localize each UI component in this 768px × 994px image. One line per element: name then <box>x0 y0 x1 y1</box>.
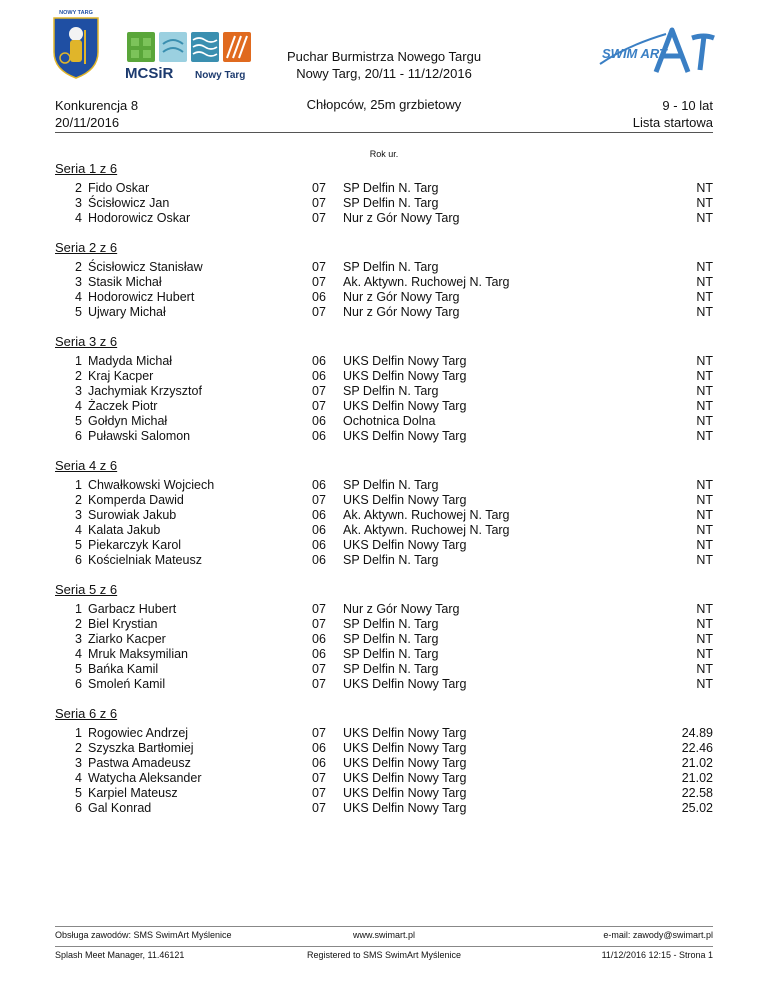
lane-number: 6 <box>75 801 82 815</box>
lane-number: 2 <box>75 369 82 383</box>
entry-time: 24.89 <box>681 726 713 740</box>
footer-operator: Obsługa zawodów: SMS SwimArt Myślenice <box>55 930 232 940</box>
event-age-block <box>633 97 713 131</box>
club-name: SP Delfin N. Targ <box>343 553 439 567</box>
entry-time: NT <box>696 305 713 319</box>
club-name: UKS Delfin Nowy Targ <box>343 369 467 383</box>
heat-title: Seria 3 z 6 <box>55 334 118 349</box>
entry-time: NT <box>696 181 713 195</box>
heats-list <box>55 161 713 830</box>
lane-number: 5 <box>75 786 82 800</box>
heat-block <box>55 240 713 320</box>
start-list-row <box>55 508 713 523</box>
entry-time: NT <box>696 662 713 676</box>
lane-number: 3 <box>75 756 82 770</box>
lane-number: 5 <box>75 538 82 552</box>
birth-year: 07 <box>312 726 326 740</box>
club-name: SP Delfin N. Targ <box>343 260 439 274</box>
swimmer-name: Fido Oskar <box>88 181 150 195</box>
club-name: UKS Delfin Nowy Targ <box>343 726 467 740</box>
lane-number: 4 <box>75 523 82 537</box>
birth-year: 06 <box>312 478 326 492</box>
club-name: Ak. Aktywn. Ruchowej N. Targ <box>343 275 510 289</box>
start-list-row <box>55 260 713 275</box>
lane-number: 1 <box>75 602 82 616</box>
club-name: Ak. Aktywn. Ruchowej N. Targ <box>343 508 510 522</box>
club-name: Nur z Gór Nowy Targ <box>343 305 460 319</box>
club-name: UKS Delfin Nowy Targ <box>343 429 467 443</box>
lane-number: 6 <box>75 553 82 567</box>
birth-year: 07 <box>312 305 326 319</box>
birth-year: 06 <box>312 508 326 522</box>
swimmer-name: Karpiel Mateusz <box>88 786 178 800</box>
lane-number: 3 <box>75 384 82 398</box>
club-name: Nur z Gór Nowy Targ <box>343 211 460 225</box>
lane-number: 4 <box>75 647 82 661</box>
lane-number: 3 <box>75 275 82 289</box>
birth-year: 06 <box>312 632 326 646</box>
lane-number: 2 <box>75 181 82 195</box>
start-list-row <box>55 354 713 369</box>
birth-year: 07 <box>312 260 326 274</box>
birth-year: 06 <box>312 756 326 770</box>
mcsir-name: MCSiR <box>125 65 174 82</box>
header-divider <box>55 132 713 133</box>
start-list-row <box>55 786 713 801</box>
lane-number: 1 <box>75 354 82 368</box>
entry-time: NT <box>696 414 713 428</box>
swimmer-name: Szyszka Bartłomiej <box>88 741 194 755</box>
entry-time: NT <box>696 602 713 616</box>
heat-title: Seria 5 z 6 <box>55 582 118 597</box>
start-list-row <box>55 538 713 553</box>
swimmer-name: Żaczek Piotr <box>88 399 158 413</box>
start-list-row <box>55 553 713 568</box>
lane-number: 5 <box>75 305 82 319</box>
entry-time: NT <box>696 478 713 492</box>
column-header-birth-year: Rok ur. <box>369 149 399 159</box>
swimmer-name: Biel Krystian <box>88 617 158 631</box>
club-name: UKS Delfin Nowy Targ <box>343 801 467 815</box>
event-number: Konkurencja 8 <box>55 98 139 113</box>
club-name: UKS Delfin Nowy Targ <box>343 493 467 507</box>
lane-number: 4 <box>75 211 82 225</box>
start-list-row <box>55 741 713 756</box>
start-list-row <box>55 399 713 414</box>
club-name: SP Delfin N. Targ <box>343 478 439 492</box>
club-name: Nur z Gór Nowy Targ <box>343 290 460 304</box>
swimmer-name: Kalata Jakub <box>88 523 161 537</box>
swimmer-name: Mruk Maksymilian <box>88 647 189 661</box>
start-list-row <box>55 602 713 617</box>
entry-time: NT <box>696 275 713 289</box>
start-list-row <box>55 414 713 429</box>
heat-block <box>55 161 713 226</box>
mcsir-subtitle: Nowy Targ <box>195 70 246 81</box>
lane-number: 2 <box>75 493 82 507</box>
start-list-row <box>55 429 713 444</box>
start-list-row <box>55 647 713 662</box>
entry-time: NT <box>696 429 713 443</box>
club-name: Ochotnica Dolna <box>343 414 436 428</box>
entry-time: 22.58 <box>681 786 713 800</box>
birth-year: 06 <box>312 553 326 567</box>
birth-year: 07 <box>312 617 326 631</box>
club-name: Nur z Gór Nowy Targ <box>343 602 460 616</box>
event-age-group: 9 - 10 lat <box>662 98 713 113</box>
start-list-row <box>55 275 713 290</box>
start-list-row <box>55 756 713 771</box>
club-name: Ak. Aktywn. Ruchowej N. Targ <box>343 523 510 537</box>
heat-title: Seria 4 z 6 <box>55 458 118 473</box>
start-list-row <box>55 493 713 508</box>
birth-year: 06 <box>312 523 326 537</box>
crest-caption: NOWY TARG <box>59 10 93 16</box>
birth-year: 07 <box>312 181 326 195</box>
entry-time: NT <box>696 538 713 552</box>
heat-block <box>55 334 713 444</box>
start-list-row <box>55 478 713 493</box>
swimmer-name: Kraj Kacper <box>88 369 154 383</box>
birth-year: 06 <box>312 369 326 383</box>
swimmer-name: Piekarczyk Karol <box>88 538 182 552</box>
meet-place-dates: Nowy Targ, 20/11 - 11/12/2016 <box>296 66 472 81</box>
lane-number: 5 <box>75 414 82 428</box>
heat-block <box>55 458 713 568</box>
birth-year: 07 <box>312 771 326 785</box>
heat-title: Seria 1 z 6 <box>55 161 118 176</box>
footer-software: Splash Meet Manager, 11.46121 <box>55 950 185 960</box>
swimmer-name: Garbacz Hubert <box>88 602 177 616</box>
club-name: SP Delfin N. Targ <box>343 384 439 398</box>
swimmer-name: Jachymiak Krzysztof <box>88 384 202 398</box>
heat-title: Seria 2 z 6 <box>55 240 118 255</box>
swimmer-name: Komperda Dawid <box>88 493 184 507</box>
swimmer-name: Ziarko Kacper <box>88 632 166 646</box>
swimmer-name: Watycha Aleksander <box>88 771 202 785</box>
birth-year: 06 <box>312 741 326 755</box>
footer-divider-bottom <box>55 946 713 947</box>
entry-time: NT <box>696 384 713 398</box>
heat-block <box>55 706 713 816</box>
lane-number: 6 <box>75 429 82 443</box>
club-name: UKS Delfin Nowy Targ <box>343 786 467 800</box>
lane-number: 5 <box>75 662 82 676</box>
footer-email: e-mail: zawody@swimart.pl <box>603 930 713 940</box>
start-list-row <box>55 523 713 538</box>
event-name: Chłopców, 25m grzbietowy <box>306 97 462 112</box>
entry-time: 25.02 <box>681 801 713 815</box>
swimmer-name: Kościelniak Mateusz <box>88 553 202 567</box>
birth-year: 07 <box>312 662 326 676</box>
swimmer-name: Gal Konrad <box>88 801 152 815</box>
birth-year: 07 <box>312 275 326 289</box>
swimmer-name: Ścisłowicz Jan <box>88 196 170 210</box>
start-list-row <box>55 384 713 399</box>
swimmer-name: Smoleń Kamil <box>88 677 166 691</box>
lane-number: 6 <box>75 677 82 691</box>
club-name: SP Delfin N. Targ <box>343 662 439 676</box>
birth-year: 07 <box>312 211 326 225</box>
entry-time: NT <box>696 632 713 646</box>
entry-time: NT <box>696 260 713 274</box>
swimmer-name: Surowiak Jakub <box>88 508 177 522</box>
start-list-row <box>55 632 713 647</box>
footer-registered: Registered to SMS SwimArt Myślenice <box>306 950 462 960</box>
club-name: UKS Delfin Nowy Targ <box>343 756 467 770</box>
birth-year: 07 <box>312 493 326 507</box>
swimmer-name: Bańka Kamil <box>88 662 159 676</box>
start-list-row <box>55 290 713 305</box>
entry-time: NT <box>696 354 713 368</box>
swimmer-name: Stasik Michał <box>88 275 162 289</box>
birth-year: 07 <box>312 677 326 691</box>
lane-number: 2 <box>75 260 82 274</box>
entry-time: NT <box>696 677 713 691</box>
entry-time: NT <box>696 399 713 413</box>
swimmer-name: Hodorowicz Oskar <box>88 211 191 225</box>
birth-year: 07 <box>312 399 326 413</box>
lane-number: 1 <box>75 726 82 740</box>
meet-title <box>0 48 768 82</box>
club-name: SP Delfin N. Targ <box>343 196 439 210</box>
event-date: 20/11/2016 <box>55 115 120 130</box>
swimmer-name: Gołdyn Michał <box>88 414 168 428</box>
birth-year: 07 <box>312 801 326 815</box>
start-list-row <box>55 305 713 320</box>
lane-number: 1 <box>75 478 82 492</box>
footer-divider-top <box>55 926 713 927</box>
birth-year: 06 <box>312 538 326 552</box>
club-name: UKS Delfin Nowy Targ <box>343 354 467 368</box>
entry-time: NT <box>696 493 713 507</box>
start-list-row <box>55 211 713 226</box>
entry-time: 21.02 <box>681 756 713 770</box>
club-name: SP Delfin N. Targ <box>343 647 439 661</box>
swimmer-name: Ścisłowicz Stanisław <box>88 260 203 274</box>
birth-year: 06 <box>312 290 326 304</box>
entry-time: NT <box>696 196 713 210</box>
club-name: UKS Delfin Nowy Targ <box>343 399 467 413</box>
swimmer-name: Ujwary Michał <box>88 305 166 319</box>
entry-time: NT <box>696 647 713 661</box>
start-list-row <box>55 617 713 632</box>
footer-printed: 11/12/2016 12:15 - Strona 1 <box>601 950 713 960</box>
entry-time: NT <box>696 523 713 537</box>
heat-block <box>55 582 713 692</box>
club-name: UKS Delfin Nowy Targ <box>343 741 467 755</box>
lane-number: 4 <box>75 399 82 413</box>
birth-year: 07 <box>312 384 326 398</box>
swimmer-name: Puławski Salomon <box>88 429 191 443</box>
birth-year: 07 <box>312 196 326 210</box>
heat-title: Seria 6 z 6 <box>55 706 118 721</box>
lane-number: 3 <box>75 196 82 210</box>
start-list-row <box>55 196 713 211</box>
start-list-row <box>55 771 713 786</box>
birth-year: 06 <box>312 354 326 368</box>
club-name: UKS Delfin Nowy Targ <box>343 771 467 785</box>
start-list-row <box>55 369 713 384</box>
birth-year: 07 <box>312 602 326 616</box>
birth-year: 06 <box>312 647 326 661</box>
entry-time: 21.02 <box>681 771 713 785</box>
birth-year: 06 <box>312 414 326 428</box>
swimmer-name: Hodorowicz Hubert <box>88 290 195 304</box>
entry-time: NT <box>696 553 713 567</box>
lane-number: 2 <box>75 617 82 631</box>
club-name: UKS Delfin Nowy Targ <box>343 538 467 552</box>
entry-time: NT <box>696 508 713 522</box>
swimmer-name: Rogowiec Andrzej <box>88 726 189 740</box>
start-list-row <box>55 181 713 196</box>
club-name: UKS Delfin Nowy Targ <box>343 677 467 691</box>
entry-time: NT <box>696 290 713 304</box>
lane-number: 4 <box>75 290 82 304</box>
birth-year: 07 <box>312 786 326 800</box>
entry-time: NT <box>696 369 713 383</box>
lane-number: 4 <box>75 771 82 785</box>
list-type: Lista startowa <box>632 115 713 130</box>
club-name: SP Delfin N. Targ <box>343 632 439 646</box>
start-list-row <box>55 726 713 741</box>
entry-time: NT <box>696 211 713 225</box>
start-list-row <box>55 801 713 816</box>
footer-website: www.swimart.pl <box>352 930 415 940</box>
club-name: SP Delfin N. Targ <box>343 181 439 195</box>
entry-time: 22.46 <box>681 741 713 755</box>
start-list-row <box>55 677 713 692</box>
swimart-wordmark: SWIM ART <box>602 46 667 61</box>
club-name: SP Delfin N. Targ <box>343 617 439 631</box>
start-list-row <box>55 662 713 677</box>
birth-year: 06 <box>312 429 326 443</box>
swimmer-name: Chwałkowski Wojciech <box>88 478 215 492</box>
swimmer-name: Pastwa Amadeusz <box>88 756 191 770</box>
entry-time: NT <box>696 617 713 631</box>
swimmer-name: Madyda Michał <box>88 354 173 368</box>
lane-number: 3 <box>75 632 82 646</box>
meet-name: Puchar Burmistrza Nowego Targu <box>286 49 482 64</box>
lane-number: 2 <box>75 741 82 755</box>
lane-number: 3 <box>75 508 82 522</box>
